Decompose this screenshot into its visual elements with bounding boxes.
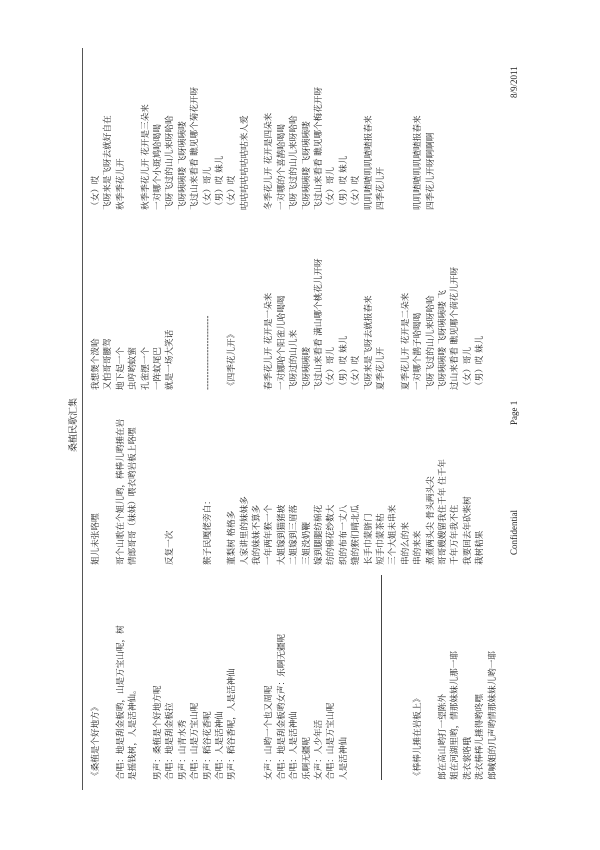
lyric-line bbox=[189, 220, 201, 390]
lyric-line bbox=[102, 395, 114, 565]
lyric-line: 虫哼哟蚊蜜 bbox=[128, 347, 139, 390]
lyric-line: 一对哪个鹊子哈喝喝 bbox=[413, 312, 424, 390]
lyric-line: 飞过山来看看 满山哪个桃花儿开呀 bbox=[314, 258, 325, 390]
lyric-line: （男）哎 妹儿 bbox=[214, 155, 225, 210]
lyric-line: 飞呀飞过的山儿来呀哈哈 bbox=[165, 115, 176, 210]
lyric-line bbox=[387, 220, 399, 390]
lyrics-column-1 bbox=[90, 575, 499, 780]
lyric-line: （女）哎 bbox=[351, 355, 362, 390]
lyric-line: 一对哪个小斑鸠哈喝喝 bbox=[152, 124, 163, 210]
lyric-line bbox=[152, 395, 164, 565]
lyric-line bbox=[177, 395, 189, 565]
lyric-line: 哥个山歌在个姐儿哟，棒棒儿哟捶在岩 bbox=[115, 418, 126, 565]
lyric-line: 女声：山哟一个也又周呢 bbox=[264, 685, 275, 780]
lyric-line bbox=[102, 575, 114, 780]
lyric-line: 一阵蚊尾巴 bbox=[152, 347, 163, 390]
lyric-line: （女）哥儿 bbox=[326, 347, 337, 390]
lyric-line bbox=[239, 575, 251, 780]
lyric-line: 飞呀飞过的山儿来呀哈哈 bbox=[425, 295, 436, 390]
lyric-line: 一年两年猴一个 bbox=[264, 504, 275, 565]
lyric-line: 合唱：山是万宝山呢 bbox=[326, 702, 337, 780]
lyric-line: 缝的猴们晴北瓜 bbox=[351, 504, 362, 565]
lyric-line bbox=[140, 395, 152, 565]
lyric-line: 男声：稻谷香呢，人是活神仙 bbox=[227, 668, 238, 780]
lyrics-column-4 bbox=[90, 40, 437, 210]
lyric-line bbox=[140, 575, 152, 780]
lyric-line: 飞呀咦咦喽 飞呀咦咦喽 bbox=[177, 121, 188, 210]
lyric-line: 千年万年我不住 bbox=[450, 504, 461, 565]
lyric-line: 郎喊姐的几声哟情那妹妹儿哟一耶 bbox=[487, 651, 498, 780]
lyric-line: 董梨树 格格多 bbox=[227, 510, 238, 565]
lyric-line bbox=[214, 395, 226, 565]
lyric-line: 栽树秸果 bbox=[475, 530, 486, 565]
lyric-line bbox=[387, 575, 399, 780]
section-divider bbox=[375, 575, 387, 780]
lyric-line bbox=[400, 575, 412, 780]
lyric-line bbox=[363, 575, 375, 780]
lyric-line: （男）哎 妹儿 bbox=[475, 335, 486, 390]
lyric-line: 飞呀咦咦喽 bbox=[301, 347, 312, 390]
lyric-line: 秋季季花儿开 bbox=[115, 158, 126, 210]
lyric-line: 过山来看看 瞧见哪个荷花儿开呀 bbox=[450, 266, 461, 390]
lyric-line: 叽叽喳喳叽叽喳喳报春来 bbox=[363, 115, 374, 210]
lyric-line: 洗衣棒棒儿捶得哟咚嘿 bbox=[475, 694, 486, 780]
lyric-line: 姐儿未张咯嘿 bbox=[91, 513, 101, 565]
lyric-line: 我想煲个泼哈 bbox=[91, 338, 101, 390]
lyric-line: 四季花儿开 bbox=[375, 167, 386, 210]
lyric-line bbox=[251, 220, 263, 390]
lyric-line bbox=[251, 575, 263, 780]
lyric-line: 四季花儿开呀啊啊啊 bbox=[425, 132, 436, 210]
lyric-line: 串的么的来 bbox=[400, 522, 411, 565]
lyric-line bbox=[214, 220, 226, 390]
lyric-line: ------------------------ bbox=[202, 315, 213, 390]
lyric-line: 郎在高山哟打一望陈外 bbox=[437, 694, 448, 780]
lyric-line: 二姐嫁到三眉落 bbox=[289, 504, 300, 565]
lyric-line: 姐在河湖里哟，情那妹妹儿那一耶 bbox=[450, 651, 461, 780]
lyric-line: 嫁到腿腿纺棉花 bbox=[314, 504, 325, 565]
lyric-line bbox=[387, 40, 399, 210]
divider-line bbox=[381, 575, 382, 780]
lyric-line: 一对娜哈个阳雀儿哈喝喝 bbox=[276, 295, 287, 390]
lyric-line: 三个大姐未串来 bbox=[388, 504, 399, 565]
lyrics-column-2 bbox=[90, 395, 487, 565]
lyric-line: 合唱：地是刮金板哟女声：乐啊无疆呢 bbox=[276, 633, 287, 780]
lyric-line: 洗衣裳咯哦 bbox=[462, 737, 473, 780]
lyric-line: 人家讲里的妹妹多 bbox=[239, 496, 250, 565]
lyric-line: 一对哪的个喜鹊哈喝喝 bbox=[276, 124, 287, 210]
lyric-line: 三姐没奶鞭 bbox=[301, 522, 312, 565]
lyric-line: 情郎哥哥（妹妹）喂衣哟岩板上咯嘿 bbox=[128, 427, 139, 565]
lyric-line: 飞呀来是飞呀去就好自在 bbox=[103, 115, 114, 210]
lyric-line: 短手巾蒙茶枯 bbox=[375, 513, 386, 565]
lyric-line: 飞呀飞过的山儿来呀哈哈 bbox=[289, 115, 300, 210]
lyric-line: 合唱：地是刮金板拉 bbox=[165, 702, 176, 780]
lyric-line: 人是活神仙 bbox=[338, 737, 349, 780]
lyrics-column-3 bbox=[90, 220, 487, 390]
lyric-line: 女声：人少年活 bbox=[314, 719, 325, 780]
lyric-line: 孔雀摆一个 bbox=[140, 347, 151, 390]
lyric-line: 男声：山青水秀 bbox=[177, 719, 188, 780]
lyric-line: 猴子民嘎佬旁白： bbox=[202, 496, 213, 565]
lyric-line: 秋季季花儿开 花开是三朵来 bbox=[140, 104, 151, 210]
lyric-line bbox=[425, 575, 437, 780]
lyric-line: 长手巾蒙脐门 bbox=[363, 513, 374, 565]
page-header-title: 桑植民歌汇集 bbox=[69, 398, 79, 453]
lyric-line: 大姐嫁到猫猪坡 bbox=[276, 504, 287, 565]
lyric-line bbox=[177, 220, 189, 390]
lyric-line: （女）哥儿 bbox=[202, 167, 213, 210]
lyric-line: （男）哎 妹儿 bbox=[338, 155, 349, 210]
lyric-line: 飞呀咦咦喽 飞呀咦咦喽 bbox=[301, 121, 312, 210]
lyric-line: 《四季花儿开》 bbox=[227, 329, 238, 390]
lyric-line: 飞呀来是飞呀去就报春来 bbox=[363, 295, 374, 390]
lyric-line: 男声：桑植是个好地方呢 bbox=[152, 685, 163, 780]
lyric-line bbox=[251, 40, 263, 210]
lyric-line: 咕咕咕咕咕咕咕咕来人爱 bbox=[239, 115, 250, 210]
lyric-line: 夏季花儿开 bbox=[375, 347, 386, 390]
footer-date: 8/9/2011 bbox=[509, 66, 519, 98]
lyric-line: 合唱：人是活神仙 bbox=[214, 711, 225, 780]
lyric-line: （女）哥儿 bbox=[462, 347, 473, 390]
lyric-line: 冬季花儿开 花开是四朵来 bbox=[264, 112, 275, 210]
lyric-line: 合唱：山是万宝山呢 bbox=[190, 702, 201, 780]
lyric-line: 叽叽喳喳叽叽喳喳报春来 bbox=[413, 115, 424, 210]
lyric-line: 春季花儿开 花开是一朵来 bbox=[264, 292, 275, 390]
lyric-line: 是摇钱树，人是活神仙。 bbox=[128, 685, 139, 780]
lyric-line: 我要回去年砍柴树 bbox=[462, 496, 473, 565]
lyric-line: 地下起一个 bbox=[115, 347, 126, 390]
footer-confidential: Confidential bbox=[509, 510, 519, 555]
lyric-line: 飞过山来看看 瞧见哪个菊花开呀 bbox=[190, 86, 201, 210]
lyric-line: （女）哎 bbox=[351, 175, 362, 210]
lyric-line: 夏季花儿开 花开是二朵来 bbox=[400, 292, 411, 390]
lyric-line: （女）哎 bbox=[227, 175, 238, 210]
lyric-line: 《棒棒儿捶在岩板上》 bbox=[413, 694, 424, 780]
lyric-line: 飞呀过的山儿来 bbox=[289, 329, 300, 390]
lyric-line bbox=[400, 40, 412, 210]
lyric-line: 又怕哥哥腰驾 bbox=[103, 338, 114, 390]
lyric-line: 飞呀咦咦喽 飞呀咦咦喽 飞 bbox=[437, 290, 448, 390]
footer-page-number: Page 1 bbox=[509, 400, 519, 425]
lyric-line bbox=[189, 395, 201, 565]
lyric-line: 就是一场大笑话 bbox=[165, 329, 176, 390]
lyric-line bbox=[239, 220, 251, 390]
lyric-line: 男声：稻谷花香呢 bbox=[202, 711, 213, 780]
lyric-line bbox=[127, 40, 139, 210]
lyric-line: 反复一次 bbox=[165, 530, 176, 565]
lyric-line: 哥哥嫂嫂留我住千年 住千年 bbox=[437, 459, 448, 565]
header-rule bbox=[82, 48, 83, 790]
lyric-line: 飞过山来看看 瞧见哪个梅花开呀 bbox=[314, 86, 325, 210]
lyric-line: 合唱：地是刮金板哟，山是万宝山呢，树 bbox=[115, 625, 126, 780]
lyric-line: 纺的棉花纱数大 bbox=[326, 504, 337, 565]
lyric-line bbox=[350, 575, 362, 780]
lyric-line: 织的布布一丈八 bbox=[338, 504, 349, 565]
lyric-line: 煮煮两头尖 骨头两头尖 bbox=[425, 476, 436, 565]
lyric-line: （女）哎 bbox=[91, 175, 101, 210]
lyric-line: （男）哎 妹儿 bbox=[338, 335, 349, 390]
lyric-line: 串的来来 bbox=[413, 530, 424, 565]
lyric-line: 合唱：人是活神仙 bbox=[289, 711, 300, 780]
lyric-line: （女）哥儿 bbox=[326, 167, 337, 210]
lyric-line: 我的妹妹不算多 bbox=[252, 504, 263, 565]
lyric-line: 乐啊无疆呢 bbox=[301, 737, 312, 780]
lyric-line: 《桑植是个好地方》 bbox=[91, 702, 101, 780]
